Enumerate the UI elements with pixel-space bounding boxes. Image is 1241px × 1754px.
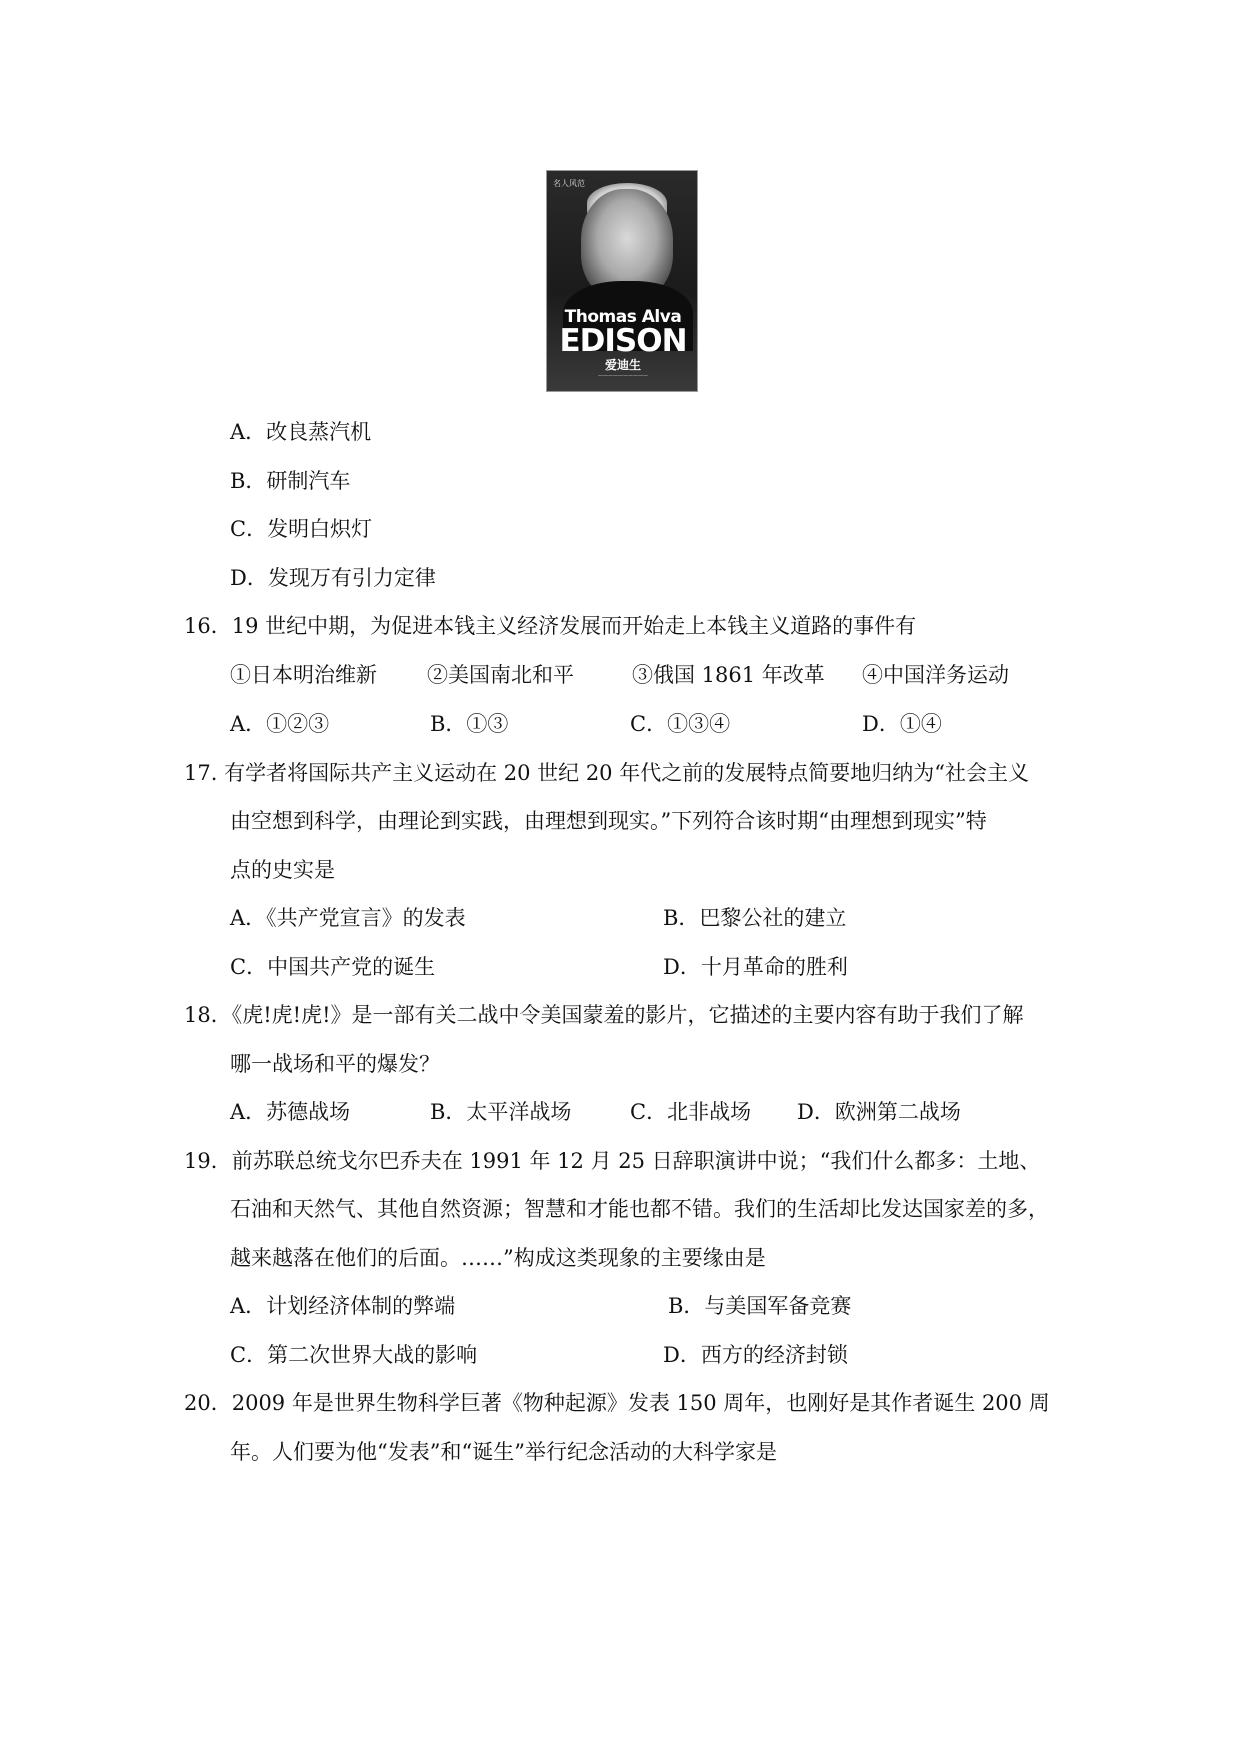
q18-option-a: A．苏德战场 <box>230 1100 351 1124</box>
cover-title-line1: Thomas Alva <box>564 307 682 327</box>
q20-line-1: 20．2009 年是世界生物科学巨著《物种起源》发表 150 周年，也刚好是其作者诞生 200 周 <box>184 1391 1050 1415</box>
q20-line-2: 年。人们要为他“发表”和“诞生”举行纪念活动的大科学家是 <box>230 1440 777 1464</box>
q19-line-2: 石油和天然气、其他自然资源；智慧和才能也都不错。我们的生活却比发达国家差的多， <box>230 1197 1049 1221</box>
q17-line-3: 点的史实是 <box>230 858 335 882</box>
cover-publisher: —————————— <box>598 373 648 379</box>
q17-line-2: 由空想到科学，由理论到实践，由理想到现实。”下列符合该时期“由理想到现实”特 <box>230 809 987 833</box>
q16-item-1: ①日本明治维新 <box>230 663 377 687</box>
q19-option-d: D．西方的经济封锁 <box>663 1343 848 1367</box>
cover-series-label: 名人风范 <box>553 179 585 188</box>
q17-option-d: D．十月革命的胜利 <box>663 955 848 979</box>
q16-item-2: ②美国南北和平 <box>427 663 574 687</box>
q16-stem: 16．19 世纪中期，为促进本钱主义经济发展而开始走上本钱主义道路的事件有 <box>184 614 917 638</box>
cover-title-cn: 爱迪生 <box>604 358 641 372</box>
q18-option-b: B．太平洋战场 <box>430 1100 572 1124</box>
q19-line-1: 19．前苏联总统戈尔巴乔夫在 1991 年 12 月 25 日辞职演讲中说；“我们什么都多：土地、 <box>184 1149 1041 1173</box>
q16-option-a: A．①②③ <box>230 712 330 736</box>
q19-option-a: A．计划经济体制的弊端 <box>230 1294 456 1318</box>
q18-option-d: D．欧洲第二战场 <box>797 1100 961 1124</box>
q19-line-3: 越来越落在他们的后面。……”构成这类现象的主要缘由是 <box>230 1246 766 1270</box>
q16-option-c: C．①③④ <box>630 712 731 736</box>
q17-option-b: B．巴黎公社的建立 <box>663 906 847 930</box>
q16-item-3: ③俄国 1861 年改革 <box>632 663 825 687</box>
q17-option-c: C．中国共产党的诞生 <box>230 955 436 979</box>
q15-option-d: D．发现万有引力定律 <box>230 566 436 590</box>
q19-option-c: C．第二次世界大战的影响 <box>230 1343 478 1367</box>
q19-option-b: B．与美国军备竞赛 <box>668 1294 852 1318</box>
q17-line-1: 17. 有学者将国际共产主义运动在 20 世纪 20 年代之前的发展特点简要地归纳为“社会主义 <box>184 761 1029 785</box>
q15-option-b: B．研制汽车 <box>230 469 351 493</box>
q18-line-1: 18．《虎!虎!虎!》是一部有关二战中令美国蒙羞的影片，它描述的主要内容有助于我们了解 <box>184 1003 1024 1027</box>
q16-option-d: D．①④ <box>862 712 942 736</box>
q18-line-2: 哪一战场和平的爆发？ <box>230 1052 440 1076</box>
q15-option-c: C．发明白炽灯 <box>230 517 373 541</box>
q16-item-4: ④中国洋务运动 <box>862 663 1009 687</box>
q18-option-c: C．北非战场 <box>630 1100 752 1124</box>
q15-option-a: A．改良蒸汽机 <box>230 420 372 444</box>
cover-title-line2: EDISON <box>559 323 687 359</box>
q17-option-a: A．《共产党宣言》的发表 <box>230 906 466 930</box>
q16-option-b: B．①③ <box>430 712 509 736</box>
edison-book-cover <box>546 170 698 392</box>
